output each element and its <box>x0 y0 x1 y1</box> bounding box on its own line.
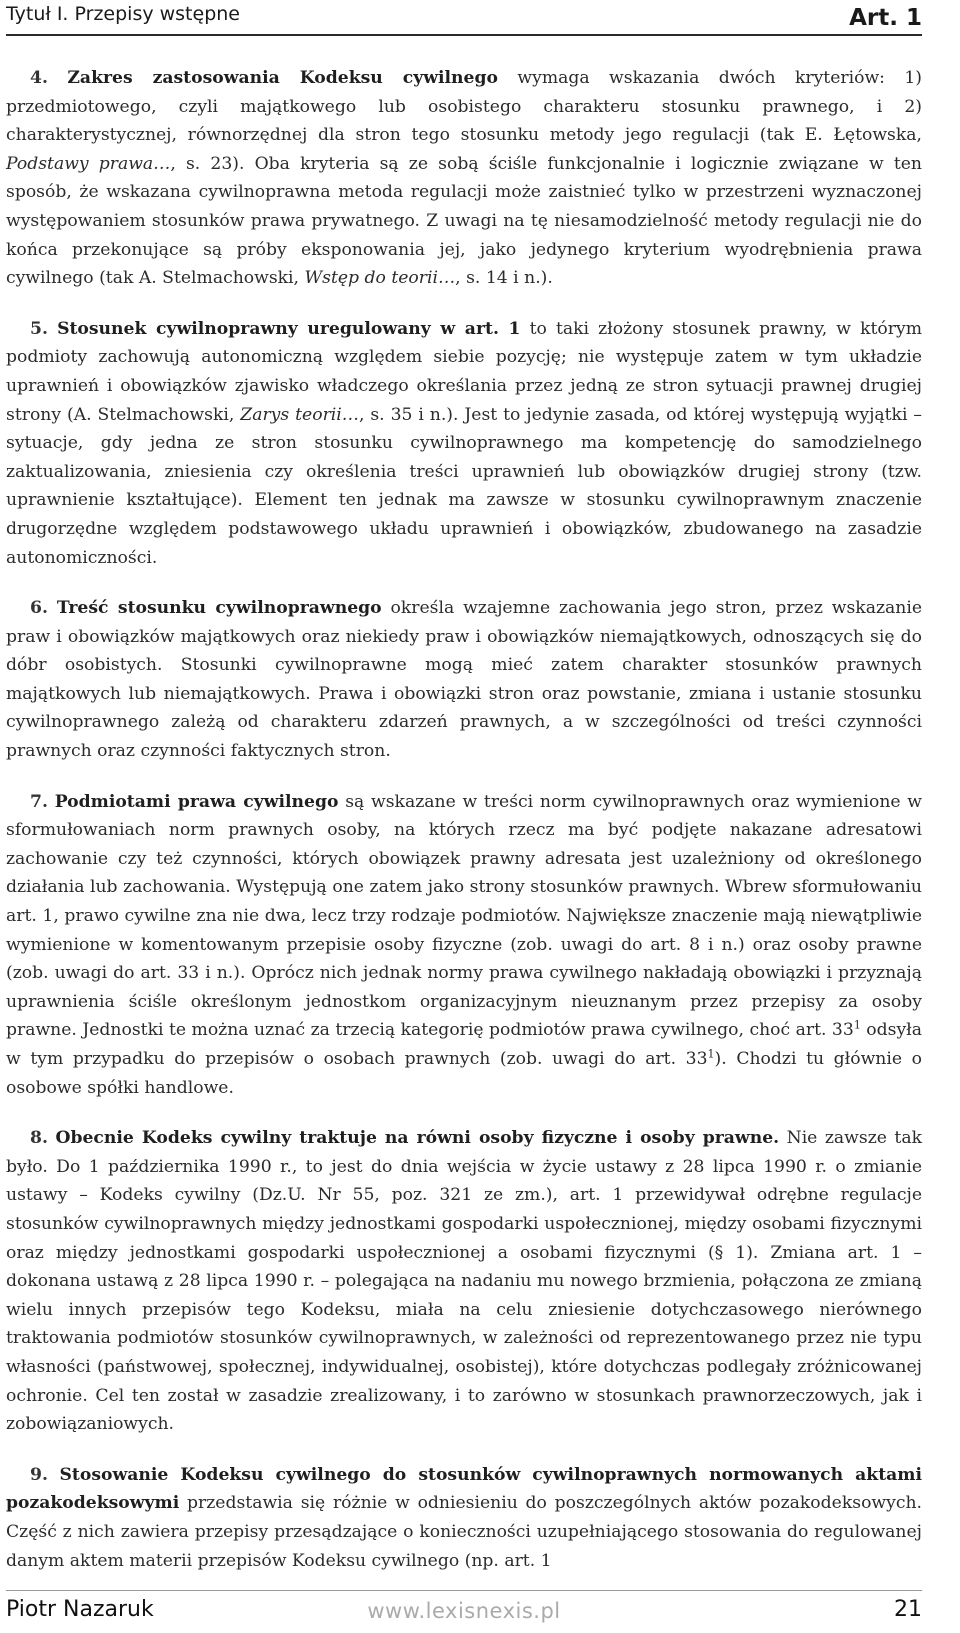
paragraph-text: ). Chodzi tu głównie o osobowe spółki handlowe. <box>6 1049 923 1098</box>
paragraph-8 <box>6 1124 922 1439</box>
paragraph-7 <box>6 788 922 1103</box>
header-rule <box>6 34 922 36</box>
paragraph-number: 5. <box>30 318 48 339</box>
paragraph-number: 6. <box>30 598 48 619</box>
paragraph-number: 7. <box>30 791 48 812</box>
citation-title: Zarys teorii… <box>240 404 359 425</box>
paragraph-lead: Stosunek cywilnoprawny uregulowany w art. 1 <box>57 318 521 339</box>
article-label: Art. 1 <box>849 5 922 31</box>
paragraph-text: są wskazane w treści norm cywilnoprawnych oraz wymienione w sformułowaniach norm prawnych osoby, na których rzecz ma być podjęte nakazane adresatowi zachowanie czy też czynności, których obowiązek prawny adresata jest uzależniony od określonego działania lub zachowania. Występują one zatem jako strony stosunków prawnych. Wbrew sformułowaniu art. 1, prawo cywilne zna nie dwa, lecz trzy rodzaje podmiotów. Największe znaczenie mają niewątpliwie wymienione w komentowanym przepisie osoby fizyczne (zob. uwagi do art. 8 i n.) oraz osoby prawne (zob. uwagi do art. 33 i n.). Oprócz nich jednak normy prawa cywilnego nakładają obowiązki i przyznają uprawnienia ściśle określonym jednostkom organizacyjnym nieuznanym przez przepisy za osoby prawne. Jednostki te można uznać za trzecią kategorię podmiotów prawa cywilnego, choć art. 33 <box>6 791 922 1041</box>
paragraph-text: wymaga wskazania dwóch kryteriów: 1) przedmiotowego, czyli majątkowego lub osobistego charakteru stosunku prawnego, i 2) charakterystycznej, równorzędnej dla stron tego stosunku metody jego regulacji (tak E. Łętowska, <box>6 68 923 146</box>
publisher-website: www.lexisnexis.pl <box>367 1599 561 1623</box>
page-footer <box>6 1595 922 1631</box>
superscript: 1 <box>853 1018 861 1032</box>
commentary-body <box>6 64 922 1597</box>
paragraph-lead: Stosowanie Kodeksu cywilnego do stosunków cywilnoprawnych normowanych aktami pozakodeksowymi <box>6 1464 922 1514</box>
paragraph-text: , s. 23). Oba kryteria są ze sobą ściśle funkcjonalnie i logicznie związane w ten sposób, że wskazana cywilnoprawna metoda regulacji może zaistnieć tylko w przestrzeni wyznaczonej występowaniem stosunków prawa prywatnego. Z uwagi na tę niesamodzielność metody regulacji nie do końca przekonujące są próby eksponowania jej, jako jedynego kryterium wyodrębnienia prawa cywilnego (tak A. Stelmachowski, <box>6 153 922 289</box>
paragraph-lead: Podmiotami prawa cywilnego <box>54 791 339 812</box>
paragraph-text: określa wzajemne zachowania jego stron, przez wskazanie praw i obowiązków majątkowych oraz niekiedy praw i obowiązków niemajątkowych, odnoszących się do dóbr osobistych. Stosunki cywilnoprawne mogą mieć zatem charakter stosunków prawnych majątkowych lub niemajątkowych. Prawa i obowiązki stron oraz powstanie, zmiana i ustanie stosunku cywilnoprawnego zależą od charakteru zdarzeń prawnych, a w szczególności od treści czynności prawnych oraz czynności faktycznych stron. <box>6 598 922 762</box>
page-number: 21 <box>894 1597 922 1622</box>
paragraph-text: , s. 35 i n.). Jest to jedynie zasada, od której występują wyjątki – sytuacje, gdy jedna ze stron stosunku cywilnoprawnego ma kompetencję do samodzielnego zaktualizowania, zniesienia czy określenia treści uprawnień lub obowiązków drugiej strony (tzw. uprawnienie kształtujące). Element ten jednak ma zawsze w stosunku cywilnoprawnym znaczenie drugorzędne względem podstawowego układu uprawnień i obowiązków, zbudowanego na zasadzie autonomiczności. <box>6 404 922 568</box>
footer-rule <box>6 1590 922 1591</box>
paragraph-text: przedstawia się różnie w odniesieniu do poszczególnych aktów pozakodeksowych. Część z nich zawiera przepisy przesądzające o konieczności uzupełniającego stosowania do regulowanej danym aktem materii przepisów Kodeksu cywilnego (np. art. 1 <box>6 1493 922 1571</box>
running-header <box>6 2 922 36</box>
paragraph-lead: Zakres zastosowania Kodeksu cywilnego <box>67 68 498 88</box>
citation-title: Podstawy prawa… <box>6 153 171 174</box>
paragraph-text: Nie zawsze tak było. Do 1 października 1990 r., to jest do dnia wejścia w życie ustawy z 28 lipca 1990 r. o zmianie ustawy – Kodeks cywilny (Dz.U. Nr 55, poz. 321 ze zm.), art. 1 przewidywał odrębne regulacje stosunków cywilnoprawnych między jednostkami gospodarki uspołecznionej, między osobami fizycznymi oraz między jednostkami gospodarki uspołecznionej a osobami fizycznymi (§ 1). Zmiana art. 1 – dokonana ustawą z 28 lipca 1990 r. – polegająca na nadaniu mu nowego brzmienia, połączona ze zmianą wielu innych przepisów tego Kodeksu, miała na celu zniesienie dotychczasowego nierównego traktowania podmiotów stosunków cywilnoprawnych, w zależności od reprezentowanego przez nie typu własności (państwowej, społecznej, indywidualnej, osobistej), które dotychczas podlegały zróżnicowanej ochronie. Cel ten został w zasadzie zrealizowany, i to zarówno w stosunkach prawnorzeczowych, jak i zobowiązaniowych. <box>6 1128 923 1435</box>
paragraph-6 <box>6 594 922 766</box>
superscript: 1 <box>707 1047 715 1061</box>
paragraph-5 <box>6 315 922 572</box>
paragraph-number: 8. <box>30 1128 48 1149</box>
paragraph-lead: Treść stosunku cywilnoprawnego <box>56 598 382 619</box>
paragraph-text: , s. 14 i n.). <box>455 268 553 289</box>
paragraph-4 <box>6 64 922 293</box>
author-name: Piotr Nazaruk <box>6 1597 154 1622</box>
section-title: Tytuł I. Przepisy wstępne <box>6 3 240 25</box>
paragraph-number: 4. <box>30 68 48 88</box>
paragraph-text: to taki złożony stosunek prawny, w którym podmioty zachowują autonomiczną względem siebie pozycję; nie występuje zatem w tym układzie uprawnień i obowiązków zjawisko władczego określania przez jedną ze stron sytuacji prawnej drugiej strony (A. Stelmachowski, <box>6 318 923 425</box>
paragraph-lead: Obecnie Kodeks cywilny traktuje na równi osoby fizyczne i osoby prawne. <box>55 1128 780 1149</box>
paragraph-number: 9. <box>30 1464 48 1485</box>
paragraph-text: odsyła w tym przypadku do przepisów o osobach prawnych (zob. uwagi do art. 33 <box>6 1020 922 1069</box>
paragraph-9 <box>6 1461 922 1575</box>
citation-title: Wstęp do teorii… <box>304 268 456 289</box>
